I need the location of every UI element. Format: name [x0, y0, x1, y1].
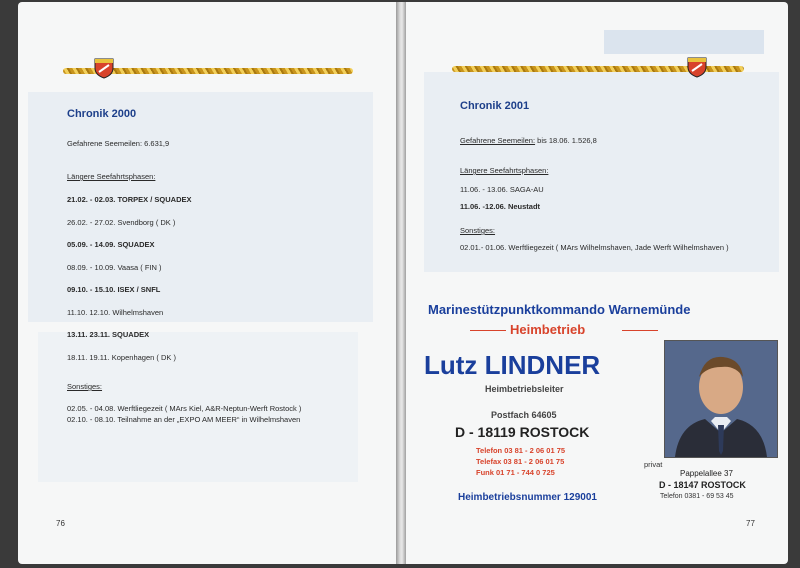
list-item: 11.06. -12.06. Neustadt [460, 202, 541, 211]
list-item: 02.01.- 01.06. Werftliegezeit ( MArs Wilhelmshaven, Jade Werft Wilhelmshaven ) [460, 243, 729, 252]
misc-label: Sonstiges: [460, 226, 496, 235]
ad-subtitle-line [622, 330, 658, 331]
chronik-2001-heading: Chronik 2001 [460, 100, 530, 112]
list-item: 18.11. 19.11. Kopenhagen ( DK ) [67, 352, 176, 362]
ad-subtitle-row [470, 322, 670, 340]
shield-emblem-icon [686, 56, 708, 78]
phases-label: Längere Seefahrtsphasen: [67, 172, 156, 181]
ad-org-title: Marinestützpunktkommando Warnemünde [428, 302, 691, 317]
ad-role: Heimbetriebsleiter [485, 384, 564, 394]
privat-city: D - 18147 ROSTOCK [659, 480, 746, 490]
left-page [18, 2, 398, 564]
list-item: 21.02. - 02.03. TORPEX / SQUADEX [67, 195, 192, 204]
privat-street: Pappelallee 37 [680, 469, 733, 478]
list-item: 09.10. - 15.10. ISEX / SNFL [67, 285, 161, 294]
phases-label: Längere Seefahrtsphasen: [460, 166, 549, 175]
portrait-photo [664, 340, 778, 458]
privat-label: privat [644, 460, 663, 469]
list-item: 08.09. - 10.09. Vaasa ( FIN ) [67, 262, 162, 272]
misc-label: Sonstiges: [67, 382, 103, 391]
background-banner-faded [604, 30, 764, 54]
list-item: 02.05. - 04.08. Werftliegezeit ( MArs Kiel, A&R-Neptun-Werft Rostock ) [67, 404, 302, 413]
ad-postfach: Postfach 64605 [491, 410, 557, 420]
ad-funk: Funk 01 71 - 744 0 725 [476, 468, 555, 477]
miles-row [460, 136, 597, 145]
miles-row [67, 139, 169, 148]
chronik-2000-heading: Chronik 2000 [67, 108, 137, 120]
shield-emblem-icon [93, 57, 115, 79]
list-item: 02.10. - 08.10. Teilnahme an der „EXPO AM MEER“ in Wilhelmshaven [67, 415, 301, 424]
miles-label: Gefahrene Seemeilen: [67, 139, 143, 148]
ad-city: D - 18119 ROSTOCK [455, 424, 590, 440]
ad-telefax: Telefax 03 81 - 2 06 01 75 [476, 457, 565, 466]
list-item: 11.10. 12.10. Wilhelmshaven [67, 307, 164, 317]
list-item: 26.02. - 27.02. Svendborg ( DK ) [67, 217, 176, 227]
page-number: 77 [746, 519, 755, 528]
book-gutter [396, 2, 406, 564]
miles-label: Gefahrene Seemeilen: [460, 136, 536, 145]
ad-number: Heimbetriebsnummer 129001 [458, 492, 597, 503]
ad-name: Lutz LINDNER [424, 350, 601, 380]
privat-phone: Telefon 0381 - 69 53 45 [660, 493, 734, 500]
person-portrait-icon [665, 341, 777, 457]
list-item: 13.11. 23.11. SQUADEX [67, 330, 150, 339]
list-item: 11.06. - 13.06. SAGA-AU [460, 185, 544, 194]
ad-subtitle-line [470, 330, 506, 331]
page-number: 76 [56, 519, 65, 528]
miles-value: bis 18.06. 1.526,8 [537, 136, 597, 145]
ad-telefon: Telefon 03 81 - 2 06 01 75 [476, 446, 566, 455]
list-item: 05.09. - 14.09. SQUADEX [67, 240, 155, 249]
ad-subtitle: Heimbetrieb [510, 322, 586, 337]
miles-value: 6.631,9 [144, 139, 170, 148]
